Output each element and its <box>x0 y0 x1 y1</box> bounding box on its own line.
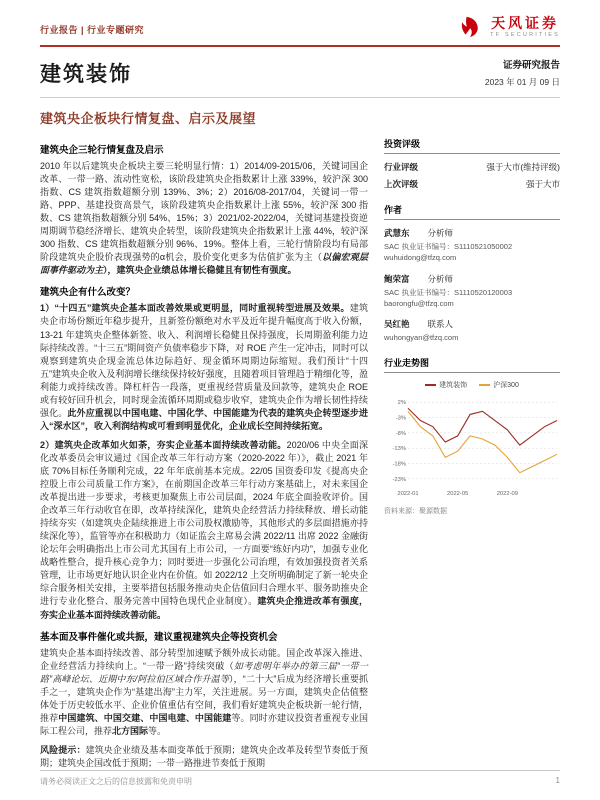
tf-flame-icon <box>459 14 485 40</box>
brand-text <box>490 16 560 38</box>
text-run: 建筑央企市场份额近年稳步提升，且新签份额绝对水平及近年提升幅度高于收入份额，13-21 年建筑央企整体新签、收入、利润增长稳健且保持强度，长周期盈利能力边际持续改善。“十三五”期间资产负债率稳步下降，对 ROE 产生一定冲击，同时可以观察到建筑央企现金流总体边际趋好、现金循环周期边际缩短。我们预计“十四五”建筑央企收入及利润增长继续保持较好强度，且随着项目管理趋于精细化等，盈利能力或持续改善。降杠杆告一段落，更重视经营质量及回款等，建筑央企 ROE 或有较好回升机会，同时现金流循环周期或稳步收窄，建筑央企作为增长韧性持续强化。 <box>40 303 368 418</box>
paragraph <box>40 302 368 432</box>
author-role: 分析师 <box>427 273 454 284</box>
text-run: 中国建筑、中国交建、中国电建、中国能建 <box>58 712 232 723</box>
text-run: 2020/06 中央全面深化改革委员会审议通过《国企改革三年行动方案（2020-2022 年）》，截止 2021 年底 70%目标任务顺利完成，22 年年底前基本完成。22/05 国资委印发《提高央企控股上市公司质量工作方案》，在前期国企改革三年行动方案基础上，对未来国企改革提出进一步要求，考核更加聚焦上市公司层面，2024 年底全面验收评价。国企改革三年行动收官在即，改革持续深化，建筑央企经营活力持续释放、增长动能持续夯实（如建筑央企陆续推进上市公司股权激励等，其他形式的多层面措施亦持续深化等），监管等亦在积极助力（如证监会主席易会满 2022/11 出席 2022 金融街论坛年会明确指出上市公司尤其国有上市公司，一方面要“练好内功”，加强专业化战略性整合，提升核心竞争力；同时要进一步强化公司治理，有效加强投资者关系管理，让市场更好地认识企业内在价值。如 2022/12 上交所明确制定了新一轮央企综合服务相关安排，主要举措包括服务推动央企估值回归合理水平、服务助推央企进行专业化整合、服务完善中国特色现代企业制度）。 <box>40 439 368 607</box>
chart-legend <box>384 380 560 390</box>
author-line <box>384 318 560 330</box>
chart-header: 行业走势图 <box>384 356 560 373</box>
author-cert: SAC 执业证书编号：S1110520120003 <box>384 287 513 297</box>
svg-text:-18%: -18% <box>392 461 406 468</box>
author-role: 分析师 <box>427 228 454 238</box>
author-name: 吴红艳 <box>384 319 410 329</box>
breadcrumb: 行业报告 | 行业专题研究 <box>40 25 145 35</box>
legend-item <box>479 380 519 390</box>
legend-swatch-hs300 <box>479 384 490 386</box>
authors-header: 作者 <box>384 203 560 220</box>
author-role: 联系人 <box>427 319 454 329</box>
text-run: ），“二十大”后成为经济增长重要抓手之一，建筑央企作为“基建出海”主力军，关注进展。另一方面，建筑央企估值整体处于历史较低水平、企业价值重估有空间，我们看好建筑央企板块新一轮行情，推荐 <box>40 673 369 723</box>
paragraph <box>40 439 368 622</box>
svg-text:2022-01: 2022-01 <box>397 491 419 498</box>
author-email: baorongfu@tfzq.com <box>384 298 454 308</box>
rating-block <box>384 137 560 190</box>
author-block <box>384 318 560 343</box>
author-block <box>384 227 560 264</box>
section-heading: 基本面及事件催化或共振，建议重视建筑央企等投资机会 <box>40 631 278 643</box>
text-run: 等。 <box>148 725 167 736</box>
page-number: 1 <box>555 776 560 785</box>
paragraph <box>40 160 368 277</box>
brand-logo <box>459 14 560 40</box>
top-bar <box>40 14 560 40</box>
svg-text:2%: 2% <box>397 400 406 407</box>
page-footer <box>40 770 560 787</box>
section-heading: 建筑央企三轮行情复盘及启示 <box>40 145 164 156</box>
svg-text:2022-05: 2022-05 <box>447 491 469 498</box>
rating-row <box>384 178 560 190</box>
text-run: 此外应重视以中国电建、中国化学、中国能建为代表的建筑央企转型逐步进入“深水区”，收入利润结构或可看到明显优化，企业成长空间持续拓宽。 <box>40 407 368 431</box>
rating-row <box>384 161 560 173</box>
svg-text:-8%: -8% <box>395 431 406 438</box>
disclaimer-note: 请务必阅读正文之后的信息披露和免责申明 <box>40 777 192 786</box>
authors-list <box>384 227 560 343</box>
author-line <box>384 273 560 285</box>
article <box>40 135 368 776</box>
legend-label: 建筑装饰 <box>439 382 468 390</box>
industry-title: 建筑装饰 <box>40 63 132 86</box>
text-run: 建筑央企推进改革有强度，夯实企业基本面持续改善动能。 <box>40 596 368 620</box>
chart-block <box>384 356 560 516</box>
author-email: wuhuidong@tfzq.com <box>384 253 457 263</box>
text-run: 等。同时亦建议投资者重视专业国际工程公司，推荐 <box>40 712 368 736</box>
rating-label: 上次评级 <box>384 179 419 189</box>
rating-header: 投资评级 <box>384 137 560 154</box>
report-date: 2023 年 01 月 09 日 <box>484 77 560 87</box>
text-run: 建筑央企基本面持续改善、部分转型加速赋予额外成长动能。国企改革深入推进、企业经营活力持续向上。“一带一路”持续突破（ <box>40 647 368 671</box>
rating-label: 行业评级 <box>384 162 419 172</box>
legend-swatch-construction <box>425 384 436 386</box>
text-run: 2）建筑央企改革如火如荼，夯实企业基本面持续改善动能。 <box>40 439 287 450</box>
paragraph <box>40 744 368 770</box>
text-run: ），建筑央企业绩总体增长稳健且有韧性有强度。 <box>103 265 297 276</box>
content-columns <box>40 135 560 776</box>
legend-label: 沪深300 <box>493 382 519 390</box>
sidebar <box>384 135 560 529</box>
report-type-label: 证券研究报告 <box>502 60 560 71</box>
text-run: 2010 年以后建筑央企板块主要三轮明显行情：1）2014/09-2015/06，关键词国企改革、一带一路、流动性宽松，该阶段建筑央企指数累计上涨 339%，较沪深 300 指数、CS 建筑指数超额分别 139%、3%；2）2016/08-2017/04，关键词一带一路、PPP、基建投资高景气，该阶段建筑央企指数累计上涨 55%，较沪深 300 指数、CS 建筑指数超额分别 54%、15%；3）2021/02-2022/04，关键词基建投资逆周期调节稳经济增长、建筑央企转型，该阶段建筑央企指数累计上涨 44%，较沪深 300 指数、CS 建筑指数超额分别 96%、19%。整体上看，三轮行情阶段均有局部阶段建筑央企股价表现强势的α机会，股价变化更多为估值扩张为主（ <box>40 161 368 263</box>
rating-value: 强于大市 <box>525 179 560 189</box>
svg-text:-3%: -3% <box>395 415 406 422</box>
svg-text:-13%: -13% <box>392 446 406 453</box>
section-heading: 建筑央企有什么改变？ <box>40 287 136 299</box>
author-line <box>384 227 560 239</box>
text-run: 如考虑明年举办的第三届“一带一路”高峰论坛、近期中东/阿拉伯区域合作升温等 <box>40 660 369 684</box>
svg-text:2022-09: 2022-09 <box>496 491 518 498</box>
paragraph <box>40 647 368 738</box>
authors-block <box>384 203 560 343</box>
title-row <box>40 47 560 98</box>
report-meta <box>485 57 560 88</box>
chart-source: 资料来源：聚源数据 <box>384 508 447 516</box>
text-run: 北方国际 <box>112 725 149 736</box>
svg-text:-23%: -23% <box>392 477 406 484</box>
author-name: 鲍荣富 <box>384 273 410 284</box>
industry-chart <box>384 392 560 503</box>
brand-name-en: TF SECURITIES <box>490 32 560 39</box>
text-run: 风险提示： <box>40 744 86 755</box>
text-run: 以偏宏观层面事件驱动为主 <box>40 252 368 276</box>
report-title: 建筑央企板块行情复盘、启示及展望 <box>40 111 257 126</box>
text-run: 1）“十四五”建筑央企基本面改善效果或更明显，同时重视转型进展及效果。 <box>40 303 350 314</box>
author-name: 武慧东 <box>384 228 410 238</box>
legend-item <box>425 380 467 390</box>
author-block <box>384 273 560 310</box>
brand-name-cn: 天风证券 <box>491 14 560 31</box>
author-cert: SAC 执业证书编号：S1110521050002 <box>384 242 513 251</box>
author-email: wuhongyan@tfzq.com <box>384 333 459 342</box>
text-run: 建筑央企业绩及基本面变革低于预期；建筑央企改革及转型节奏低于预期；建筑央企国改低于预期；一带一路推进节奏低于预期 <box>40 744 368 768</box>
rating-value: 强于大市(维持评级) <box>486 162 560 172</box>
